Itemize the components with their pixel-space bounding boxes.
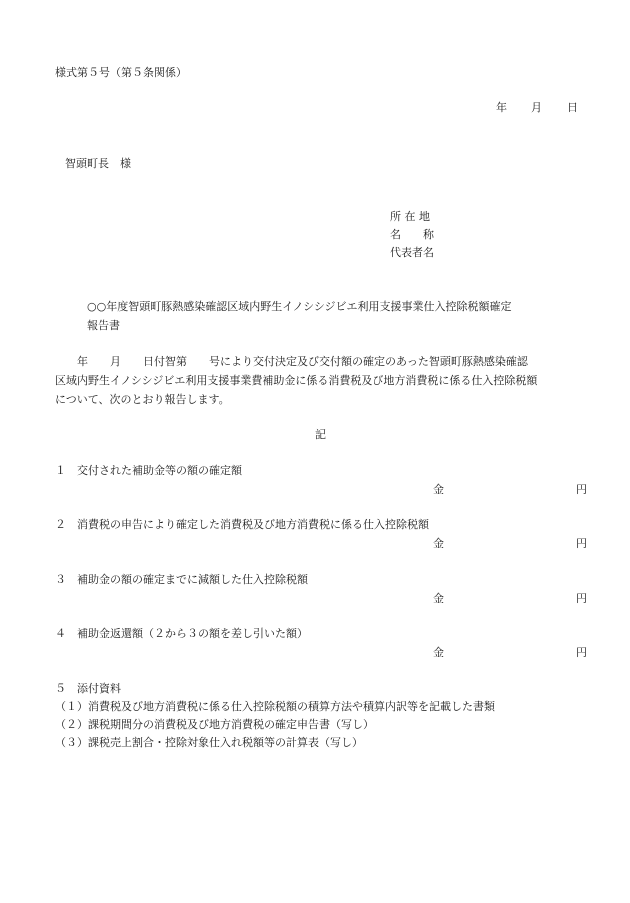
item-kin-label: 金 xyxy=(433,646,444,659)
body-line: について、次のとおり報告します。 xyxy=(55,393,230,406)
body-line: 区域内野生イノシシジビエ利用支援事業費補助金に係る消費税及び地方消費税に係る仕入控除税額 xyxy=(55,374,538,387)
date-day-label: 日 xyxy=(567,101,578,114)
addressee: 智頭町長 様 xyxy=(65,157,131,170)
document-title-line1: ○○年度智頭町豚熱感染確認区域内野生イノシシジビエ利用支援事業仕入控除税額確定 xyxy=(87,300,512,313)
attachments-heading: 添付資料 xyxy=(77,682,121,695)
item-yen-label: 円 xyxy=(576,592,587,605)
item-label: 補助金の額の確定までに減額した仕入控除税額 xyxy=(77,573,308,586)
attachments-number: ５ xyxy=(55,682,66,695)
item-yen-label: 円 xyxy=(576,537,587,550)
item-yen-label: 円 xyxy=(576,646,587,659)
item-label: 消費税の申告により確定した消費税及び地方消費税に係る仕入控除税額 xyxy=(77,518,429,531)
item-kin-label: 金 xyxy=(433,592,444,605)
ki-heading: 記 xyxy=(315,428,326,441)
body-line: 年 月 日付智第 号により交付決定及び交付額の確定のあった智頭町豚熱感染確認 xyxy=(55,355,528,368)
name-label: 名 称 xyxy=(390,228,434,241)
date-year-label: 年 xyxy=(496,101,507,114)
item-label: 交付された補助金等の額の確定額 xyxy=(77,464,242,477)
item-kin-label: 金 xyxy=(433,483,444,496)
attachment-item: （１）消費税及び地方消費税に係る仕入控除税額の積算方法や積算内訳等を記載した書類 xyxy=(55,700,495,713)
item-number: ３ xyxy=(55,573,66,586)
item-label: 補助金返還額（２から３の額を差し引いた額） xyxy=(77,627,308,640)
item-number: ２ xyxy=(55,518,66,531)
form-number: 様式第５号（第５条関係） xyxy=(55,66,187,79)
item-yen-label: 円 xyxy=(576,483,587,496)
date-month-label: 月 xyxy=(531,101,542,114)
attachment-item: （２）課税期間分の消費税及び地方消費税の確定申告書（写し） xyxy=(55,718,374,731)
item-kin-label: 金 xyxy=(433,537,444,550)
attachment-item: （３）課税売上割合・控除対象仕入れ税額等の計算表（写し） xyxy=(55,736,363,749)
item-number: １ xyxy=(55,464,66,477)
item-number: ４ xyxy=(55,627,66,640)
address-label: 所 在 地 xyxy=(390,210,430,223)
document-title-line2: 報告書 xyxy=(87,319,120,332)
body-paragraph xyxy=(55,352,595,409)
representative-label: 代表者名 xyxy=(390,246,434,259)
